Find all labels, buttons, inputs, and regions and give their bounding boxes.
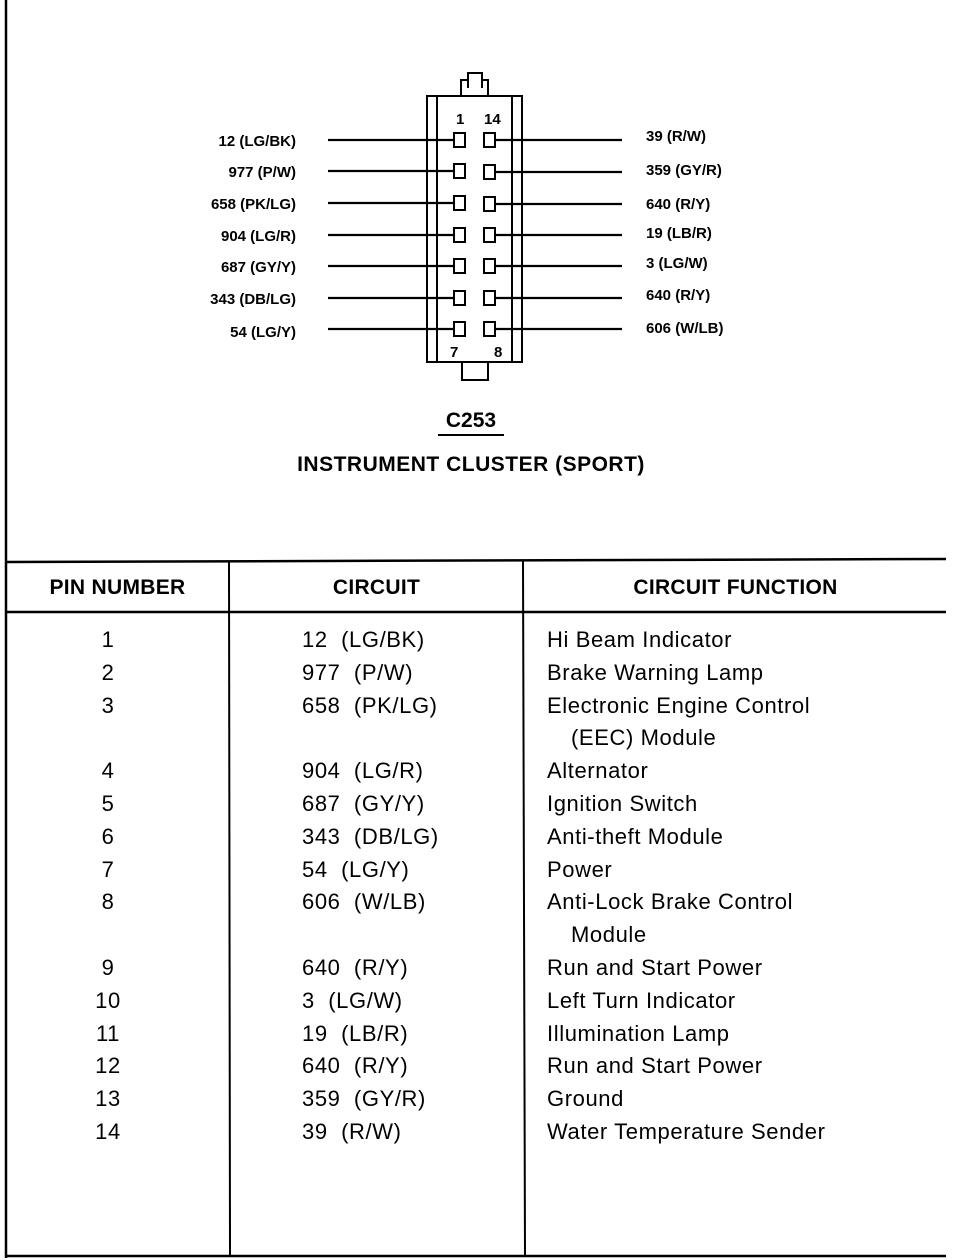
wire-label-left-6: 343 (DB/LG) [210, 291, 296, 308]
circuit-function-cell [547, 1050, 947, 1083]
connector-id: C253 [445, 409, 497, 432]
corner-label-8: 8 [494, 344, 503, 361]
circuit-function-line: Ignition Switch [547, 790, 698, 816]
circuit-cell: 19 (LB/R) [302, 1020, 409, 1046]
wire-label-right-1: 39 (R/W) [646, 128, 706, 145]
circuit-function-line: Run and Start Power [547, 954, 763, 980]
pin-number-cell: 12 [95, 1053, 121, 1079]
wire-label-right-3: 640 (R/Y) [646, 196, 711, 213]
pin-terminal-right [484, 291, 495, 305]
pin-terminal-left [454, 322, 465, 336]
circuit-cell: 39 (R/W) [302, 1118, 402, 1144]
corner-label-14: 14 [484, 111, 501, 128]
pin-terminal-right [484, 228, 495, 242]
circuit-function-line: Alternator [547, 758, 649, 784]
pin-terminal-left [454, 291, 465, 305]
circuit-cell: 904 (LG/R) [302, 758, 424, 784]
wire-label-right-6: 640 (R/Y) [646, 287, 711, 304]
circuit-cell: 12 (LG/BK) [302, 627, 425, 652]
pin-terminal-right [484, 259, 495, 273]
pin-terminal-right [484, 197, 495, 211]
circuit-function-line: Hi Beam Indicator [547, 627, 733, 652]
right-wire-labels [646, 128, 724, 337]
corner-label-1: 1 [456, 111, 465, 128]
wire-label-left-3: 658 (PK/LG) [210, 196, 296, 213]
circuit-cell: 343 (DB/LG) [302, 823, 439, 849]
pin-terminal-right [484, 133, 495, 147]
corner-label-7: 7 [450, 344, 459, 361]
pin-number-cell: 14 [95, 1118, 121, 1144]
header-pin-number: PIN NUMBER [49, 576, 186, 599]
table-row [0, 952, 960, 985]
wire-label-left-5: 687 (GY/Y) [220, 259, 296, 276]
pin-number-cell: 9 [101, 954, 115, 980]
circuit-function-line: Water Temperature Sender [547, 1118, 826, 1144]
wire-label-right-2: 359 (GY/R) [646, 162, 722, 179]
circuit-function-cell [547, 1116, 947, 1149]
pin-terminal-left [454, 196, 465, 210]
pin-terminal-right [484, 165, 495, 179]
pin-number-cell: 6 [101, 823, 115, 849]
connector-pins [454, 133, 495, 336]
circuit-function-line: Ground [547, 1086, 624, 1112]
circuit-cell: 54 (LG/Y) [302, 856, 410, 882]
wire-label-right-7: 606 (W/LB) [646, 320, 724, 337]
circuit-function-cell [547, 1083, 947, 1116]
table-row [0, 788, 960, 821]
pin-terminal-left [454, 133, 465, 147]
table-row [0, 854, 960, 887]
circuit-function-cell [547, 624, 947, 657]
header-circuit-function: CIRCUIT FUNCTION [633, 576, 838, 599]
table-row [0, 1116, 960, 1149]
circuit-function-line: Run and Start Power [547, 1053, 763, 1079]
table-row [0, 1018, 960, 1051]
pin-number-cell: 7 [101, 856, 115, 882]
table-row [0, 624, 960, 657]
pin-table-body [0, 624, 960, 1149]
circuit-function-cell [547, 985, 947, 1018]
circuit-function-cell [547, 952, 947, 985]
pin-number-cell: 11 [95, 1020, 121, 1046]
circuit-cell: 640 (R/Y) [302, 1053, 409, 1079]
circuit-function-cell [547, 886, 947, 952]
table-row [0, 657, 960, 690]
circuit-cell: 658 (PK/LG) [302, 692, 438, 718]
wire-label-right-5: 3 (LG/W) [646, 255, 708, 272]
table-row [0, 886, 960, 952]
circuit-function-line: Illumination Lamp [547, 1020, 730, 1046]
connector-name: INSTRUMENT CLUSTER (SPORT) [297, 453, 645, 476]
pin-number-cell: 4 [101, 758, 115, 784]
connector-body [427, 73, 522, 380]
pin-terminal-right [484, 322, 495, 336]
circuit-function-line: (EEC) Module [571, 725, 717, 751]
left-wire-labels [210, 133, 296, 341]
wire-label-right-4: 19 (LB/R) [646, 225, 712, 242]
circuit-function-line: Brake Warning Lamp [547, 659, 764, 685]
circuit-cell: 3 (LG/W) [302, 987, 403, 1013]
header-circuit: CIRCUIT [332, 576, 421, 599]
circuit-function-line: Electronic Engine Control [547, 692, 811, 718]
pin-terminal-left [454, 259, 465, 273]
table-row [0, 1050, 960, 1083]
wire-label-left-4: 904 (LG/R) [220, 228, 296, 245]
pin-number-cell: 2 [101, 659, 115, 685]
circuit-function-line: Left Turn Indicator [547, 987, 736, 1013]
circuit-function-line: Anti-theft Module [547, 823, 724, 849]
table-row [0, 985, 960, 1018]
pin-number-cell: 3 [101, 692, 115, 718]
circuit-function-cell [547, 690, 947, 756]
pin-number-cell: 1 [101, 627, 115, 652]
circuit-function-line: Anti-Lock Brake Control [547, 889, 794, 915]
wire-label-left-7: 54 (LG/Y) [230, 324, 296, 341]
circuit-function-line: Module [571, 922, 647, 948]
table-row [0, 1083, 960, 1116]
table-row [0, 821, 960, 854]
circuit-cell: 977 (P/W) [302, 659, 414, 685]
circuit-function-cell [547, 788, 947, 821]
table-row [0, 755, 960, 788]
circuit-function-cell [547, 821, 947, 854]
table-row [0, 690, 960, 756]
pin-number-cell: 8 [101, 889, 115, 915]
circuit-function-cell [547, 1018, 947, 1051]
connector-wires [328, 140, 622, 329]
circuit-cell: 640 (R/Y) [302, 954, 409, 980]
pin-number-cell: 10 [95, 987, 121, 1013]
pin-number-cell: 5 [101, 790, 115, 816]
pin-number-cell: 13 [95, 1086, 121, 1112]
circuit-cell: 359 (GY/R) [302, 1086, 426, 1112]
wire-label-left-1: 12 (LG/BK) [218, 133, 296, 150]
circuit-cell: 606 (W/LB) [302, 889, 426, 915]
circuit-cell: 687 (GY/Y) [302, 790, 425, 816]
wire-label-left-2: 977 (P/W) [228, 164, 296, 181]
circuit-function-cell [547, 657, 947, 690]
pin-terminal-left [454, 228, 465, 242]
circuit-function-cell [547, 755, 947, 788]
circuit-function-line: Power [547, 856, 613, 882]
pin-terminal-left [454, 164, 465, 178]
circuit-function-cell [547, 854, 947, 887]
